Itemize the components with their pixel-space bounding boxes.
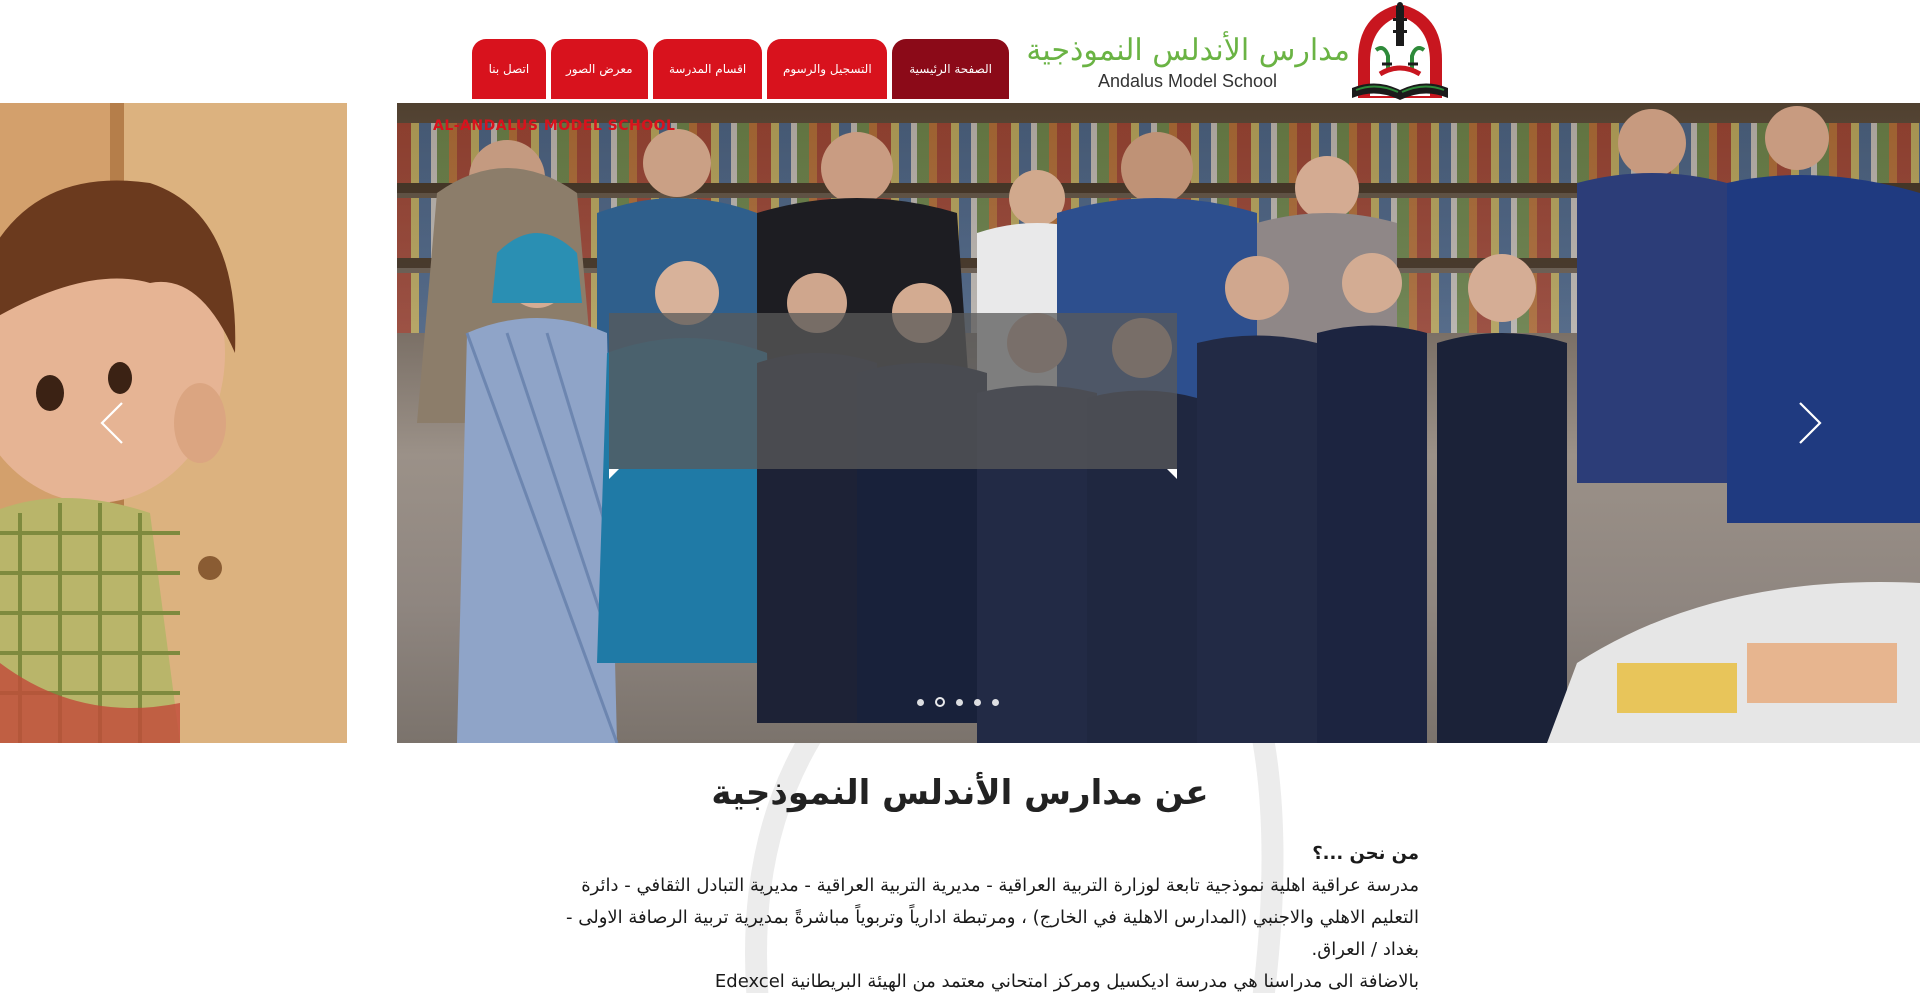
slider-dot[interactable] [974,699,981,706]
slider-dot[interactable] [917,699,924,706]
nav-registration-button[interactable]: التسجيل والرسوم [767,39,887,99]
caption-corner-right [1167,469,1177,479]
about-section [0,743,1920,993]
about-heading: من نحن ...؟ [1312,843,1419,864]
slider-dot[interactable] [956,699,963,706]
nav-gallery-button[interactable]: معرض الصور [551,39,648,99]
about-paragraph-line: بغداد / العراق. [1311,939,1419,960]
chevron-left-icon[interactable] [92,401,132,445]
brand-name-english[interactable]: Andalus Model School [1097,71,1278,91]
slider-dot[interactable] [935,697,945,707]
site-header [0,0,1920,103]
slider-dot[interactable] [992,699,999,706]
slide-caption-box [609,313,1177,469]
nav-departments-button[interactable]: اقسام المدرسة [653,39,763,99]
slider-pagination [917,697,999,707]
hero-slider[interactable] [0,103,1920,743]
nav-home-button[interactable]: الصفحة الرئيسية [892,39,1009,99]
slide-previous-photo [0,103,347,743]
about-paragraph-line: التعليم الاهلي والاجنبي (المدارس الاهلية في الخارج) ، ومرتبطة ادارياً وتربوياً مباشرةً بمديرية تربية الرصافة الاولى - [565,907,1419,928]
child-photo-illustration [0,103,347,743]
main-nav [472,39,1009,99]
about-paragraph-line: مدرسة عراقية اهلية نموذجية تابعة لوزارة التربية العراقية - مديرية التربية العراقية - مديرية التبادل الثقافي - دائرة [581,875,1419,896]
about-title: عن مدارس الأندلس النموذجية [711,773,1209,813]
nav-contact-button[interactable]: اتصل بنا [472,39,546,99]
brand-name-arabic[interactable]: مدارس الأندلس النموذجية [1026,33,1350,68]
about-paragraph-line: بالاضافة الى مدراسنا هي مدرسة اديكسيل ومركز امتحاني معتمد من الهيئة البريطانية Edexcel [714,971,1419,992]
chevron-right-icon[interactable] [1790,401,1830,445]
slide-watermark-text: AL-ANDALUS MODEL SCHOOL [433,118,676,134]
caption-corner-left [609,469,619,479]
school-crest-logo[interactable] [1348,0,1452,102]
